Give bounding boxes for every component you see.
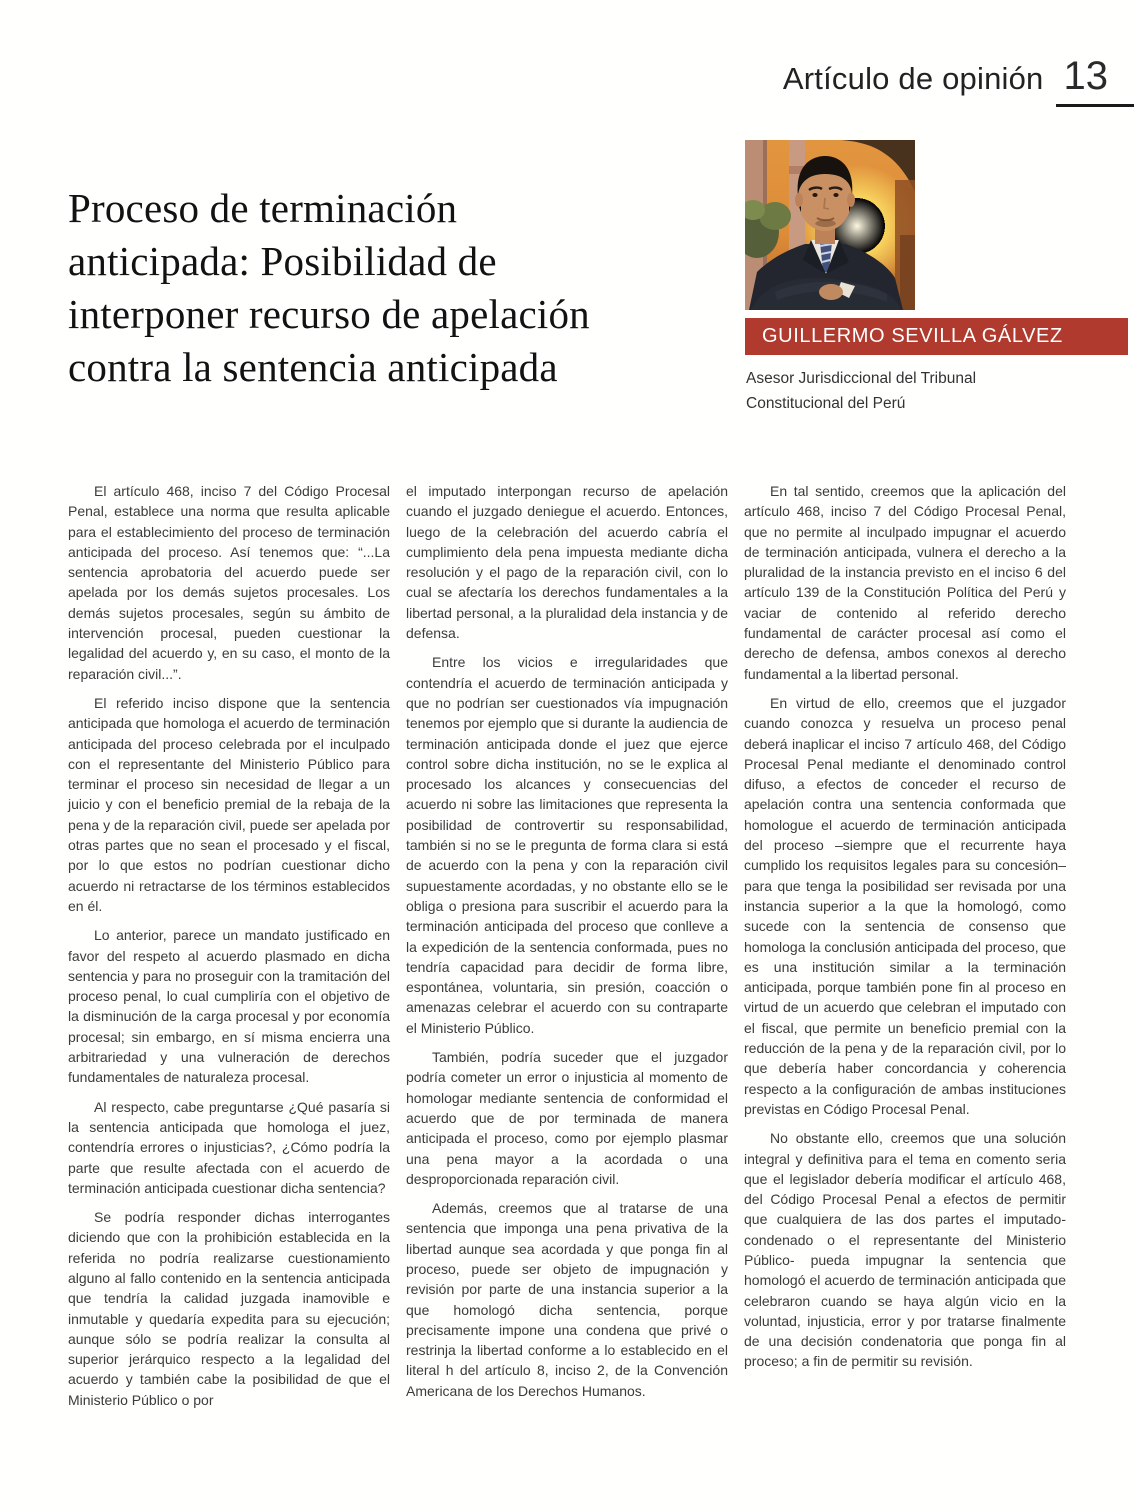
article-title-line-4: contra la sentencia anticipada [68, 344, 558, 390]
author-photo [745, 140, 915, 310]
author-name-banner [745, 318, 1128, 355]
paragraph: Se podría responder dichas interrogantes diciendo que con la prohibición establecida en la referida no podría realizarse cuestionamiento alguno al fallo contenido en la sentencia anticipada que tendría la calidad juzgada inamovible e inmutable y quedaría expedita para su ejecución; aunque sólo se podría realizar la consulta al superior jerárquico respecto a la legalidad del acuerdo y también cabe la posibilidad de que el Ministerio Público o por [68, 1209, 390, 1408]
paragraph: Lo anterior, parece un mandato justificado en favor del respeto al acuerdo plasmado en dicha sentencia y para no proseguir con la tramitación del proceso penal, lo cual cumpliría con el objetivo de la disminución de la carga procesal y por economía procesal; sin embargo, en sí misma encierra una arbitrariedad y una vulneración de derechos fundamentales de naturaleza procesal. [68, 927, 390, 1086]
author-role-line-2: Constitucional del Perú [746, 395, 906, 412]
author-role-line-1: Asesor Jurisdiccional del Tribunal [746, 370, 977, 387]
author-portrait-image [745, 140, 915, 310]
paragraph: Al respecto, cabe preguntarse ¿Qué pasaría si la sentencia anticipada que homologa el juez, contendría errores o injusticias?, ¿Cómo podría la parte que resulte afectada con el acuerdo de terminación anticipada cuestionar dicha sentencia? [68, 1098, 390, 1196]
author-role [746, 366, 976, 416]
paragraph: También, podría suceder que el juzgador podría cometer un error o injusticia al momento de homologar mediante sentencia de conformidad el acuerdo que de por terminada de manera anticipada el proceso, como por ejemplo plasmar una pena mayor a la acordada o una desproporcionada reparación civil. [406, 1049, 728, 1187]
article-title-line-3: interponer recurso de apelación [68, 291, 590, 337]
page-number: 13 [1063, 54, 1108, 98]
paragraph: Entre los vicios e irregularidades que contendría el acuerdo de terminación anticipada y que no podrían ser cuestionados vía impugnación tenemos por ejemplo que si durante la audiencia de terminación anticipada donde el juez que ejerce control sobre dicha institución, no se le explica al procesado los alcances y consecuencias del acuerdo ni sobre las limitaciones que representa la posibilidad de controvertir su responsabilidad, también si no se le pregunta de forma clara si está de acuerdo con la pena y con la reparación civil supuestamente acordadas, y no obstante ello se le obliga o presiona para suscribir el acuerdo para la terminación anticipada del proceso que conlleve a la expedición de la sentencia conformada, pues no tendría capacidad para decidir de forma libre, espontánea, voluntaria, sin presión, coacción o amenazas celebrar el acuerdo con su contraparte el Ministerio Público. [406, 654, 728, 1036]
article-title-line-1: Proceso de terminación [68, 185, 458, 231]
paragraph: El artículo 468, inciso 7 del Código Procesal Penal, establece una norma que resulta aplicable para el establecimiento del proceso de terminación anticipada del proceso. Así tenemos que: “...La sentencia aprobatoria del acuerdo puede ser apelada por los demás sujetos procesales. Los demás sujetos procesales, según su ámbito de intervención procesal, pueden cuestionar la legalidad del acuerdo y, en su caso, el monto de la reparación civil...”. [68, 483, 390, 682]
paragraph: El referido inciso dispone que la sentencia anticipada que homologa el acuerdo de terminación anticipada del proceso celebrada por el inculpado con el representante del Ministerio Público para terminar el proceso sin necesidad de llegar a un juicio y con el beneficio premial de la rebaja de la pena y de la reparación civil, puede ser apelada por otras partes que no sean el procesado y el fiscal, por lo que estos no podrían cuestionar dicho acuerdo ni retractarse de los términos establecidos en él. [68, 694, 390, 914]
page-header [0, 54, 1108, 99]
body-column-2 [406, 481, 728, 1410]
paragraph-continuation: el imputado interpongan recurso de apelación cuando el juzgado deniegue el acuerdo. Entonces, luego de la celebración del acuerdo cabría el cumplimiento dela pena impuesta mediante dicha resolución y el pago de la reparación civil, con lo cual se afectaría los derechos fundamentales a la libertad personal, a la pluralidad dela instancia y de defensa. [406, 483, 728, 642]
paragraph: En virtud de ello, creemos que el juzgador cuando conozca y resuelva un proceso penal deberá inaplicar el inciso 7 artículo 468, del Código Procesal Penal mediante el denominado control difuso, a efectos de conceder el recurso de apelación contra una sentencia conformada que homologue el acuerdo de terminación anticipada del proceso –siempre que el recurrente haya cumplido los requisitos legales para su concesión– para que tenga la posibilidad ser revisada por una instancia superior a la que la homologó, como sucede con la sentencia de consenso que homologa la conclusión anticipada del proceso, que es una institución similar a la terminación anticipada, porque también pone fin al proceso en virtud de un acuerdo que celebran el imputado con el fiscal, que permite un beneficio premial con la reducción de la pena y de la reparación civil, por lo que debería haber concordancia y coherencia respecto a la configuración de ambas instituciones previstas en Código Procesal Penal. [744, 694, 1066, 1117]
paragraph: No obstante ello, creemos que una solución integral y definitiva para el tema en comento seria que el legislador debería modificar el artículo 468, del Código Procesal Penal a efectos de permitir que cualquiera de las dos partes el imputado-condenado o el representante del Ministerio Público- pueda impugnar la sentencia que homologó el acuerdo de terminación anticipada que celebraron cuando se haya algún vicio en la voluntad, injusticia, error y por tratarse finalmente de una decisión condenatoria que ponga fin al proceso; a fin de permitir su revisión. [744, 1130, 1066, 1370]
paragraph: En tal sentido, creemos que la aplicación del artículo 468, inciso 7 del Código Procesal Penal, que no permite al inculpado impugnar el acuerdo de terminación anticipada, vulnera el derecho a la pluralidad de la instancia previsto en el inciso 6 del artículo 139 de la Constitución Política del Perú y vaciar de contenido al referido derecho fundamental de carácter procesal así como el derecho de defensa, ambos conexos al derecho fundamental a la libertad personal. [744, 483, 1066, 682]
article-title [68, 182, 733, 394]
body-column-3 [744, 481, 1066, 1381]
author-name: GUILLERMO SEVILLA GÁLVEZ [762, 325, 1063, 347]
body-column-1 [68, 481, 390, 1419]
section-label: Artículo de opinión [782, 61, 1044, 96]
paragraph: Además, creemos que al tratarse de una sentencia que imponga una pena privativa de la libertad aunque sea acordada y que ponga fin al proceso, puede ser objeto de impugnación y revisión por parte de una instancia superior a la que homologó dicha sentencia, porque precisamente impone una condena que privé o restrinja la libertad conforme a lo establecido en el literal h del artículo 8, inciso 2, de la Convención Americana de los Derechos Humanos. [406, 1200, 728, 1399]
article-title-line-2: anticipada: Posibilidad de [68, 238, 497, 284]
page-number-rule [1056, 104, 1134, 107]
